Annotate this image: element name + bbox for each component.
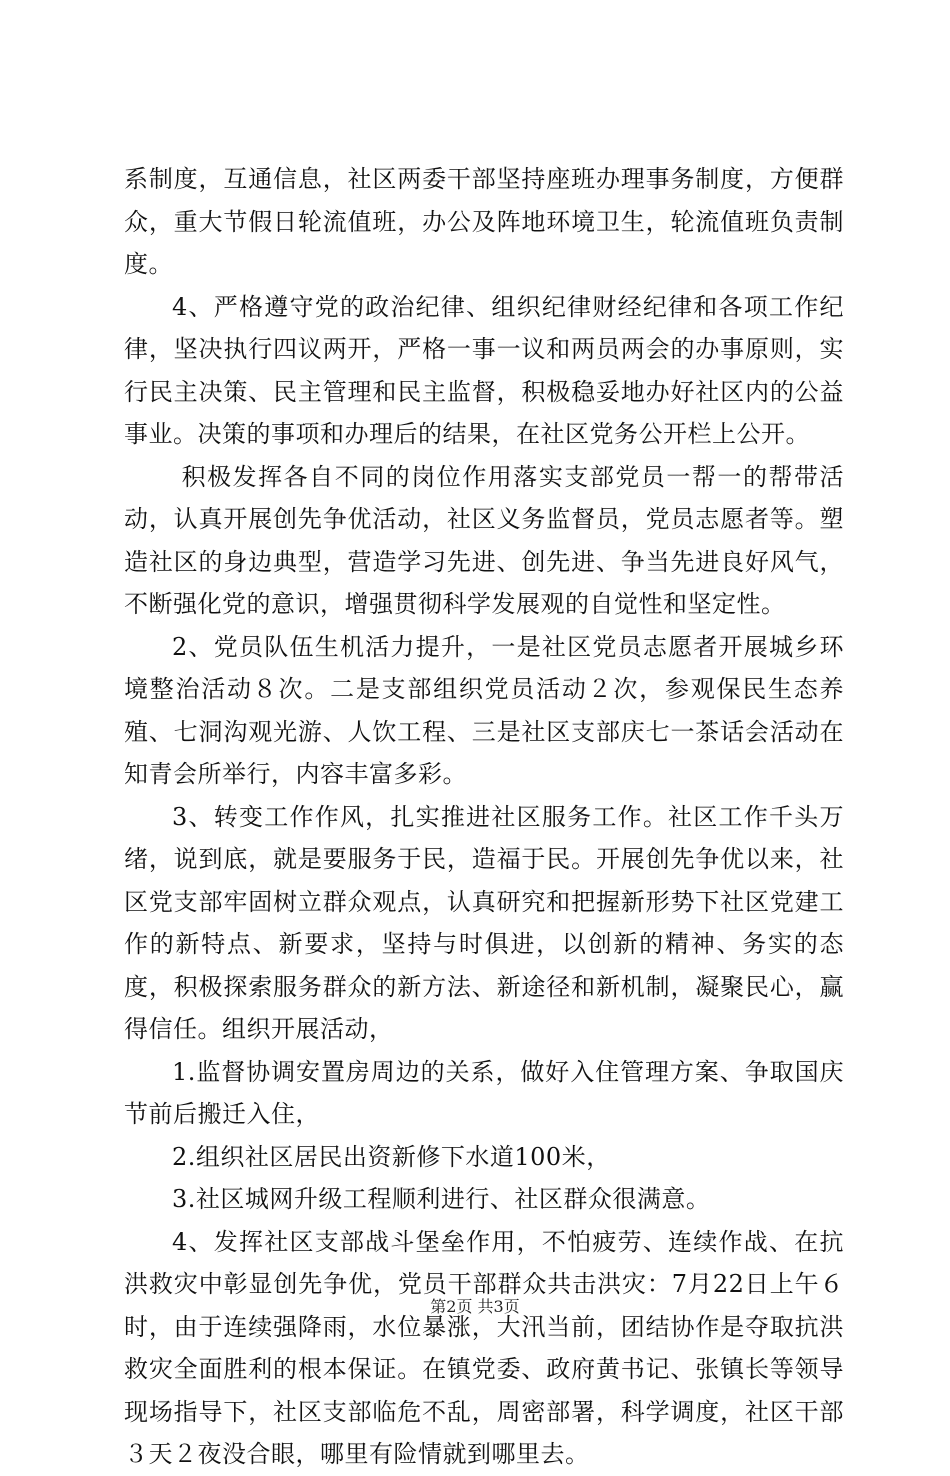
paragraph-item-4-flood: 4、发挥社区支部战斗堡垒作用，不怕疲劳、连续作战、在抗洪救灾中彰显创先争优，党员干部群众共击洪灾：7月22日上午６时，由于连续强降雨，水位暴涨，大汛当前，团结协作是夺取抗洪救灾全面胜利的根本保证。在镇党委、政府黄书记、张镇长等领导现场指导下，社区支部临危不乱，周密部署，科学调度，社区干部３天２夜没合眼，哪里有险情就到哪里去。 <box>124 1227 844 1468</box>
paragraph-item-2-vitality: 2、党员队伍生机活力提升，一是社区党员志愿者开展城乡环境整治活动８次。二是支部组织党员活动２次，参观保民生态养殖、七洞沟观光游、人饮工程、三是社区支部庆七一茶话会活动在知青会所举行，内容丰富多彩。 <box>124 632 844 788</box>
paragraph-item-3-work-style: 3、转变工作作风，扎实推进社区服务工作。社区工作千头万绪，说到底，就是要服务于民，造福于民。开展创先争优以来，社区党支部牢固树立群众观点，认真研究和把握新形势下社区党建工作的新特点、新要求，坚持与时俱进，以创新的精神、务实的态度，积极探索服务群众的新方法、新途径和新机制，凝聚民心，赢得信任。组织开展活动， <box>124 802 844 1043</box>
page-number-footer: 第2页 共3页 <box>430 1297 520 1316</box>
document-body <box>124 158 844 1476</box>
paragraph-role-play: 积极发挥各自不同的岗位作用落实支部党员一帮一的帮带活动，认真开展创先争优活动，社区义务监督员，党员志愿者等。塑造社区的身边典型，营造学习先进、创先进、争当先进良好风气，不断强化党的意识，增强贯彻科学发展观的自觉性和坚定性。 <box>124 462 844 618</box>
list-item-2: 2.组织社区居民出资新修下水道100米， <box>172 1142 611 1171</box>
paragraph-item-4-discipline: 4、严格遵守党的政治纪律、组织纪律财经纪律和各项工作纪律，坚决执行四议两开，严格一事一议和两员两会的办事原则，实行民主决策、民主管理和民主监督，积极稳妥地办好社区内的公益事业。决策的事项和办理后的结果，在社区党务公开栏上公开。 <box>124 292 844 448</box>
list-item-1: 1.监督协调安置房周边的关系，做好入住管理方案、争取国庆节前后搬迁入住， <box>124 1057 844 1128</box>
list-item-3: 3.社区城网升级工程顺利进行、社区群众很满意。 <box>172 1185 711 1213</box>
paragraph-continuation: 系制度，互通信息，社区两委干部坚持座班办理事务制度，方便群众，重大节假日轮流值班，办公及阵地环境卫生，轮流值班负责制度。 <box>124 165 844 278</box>
